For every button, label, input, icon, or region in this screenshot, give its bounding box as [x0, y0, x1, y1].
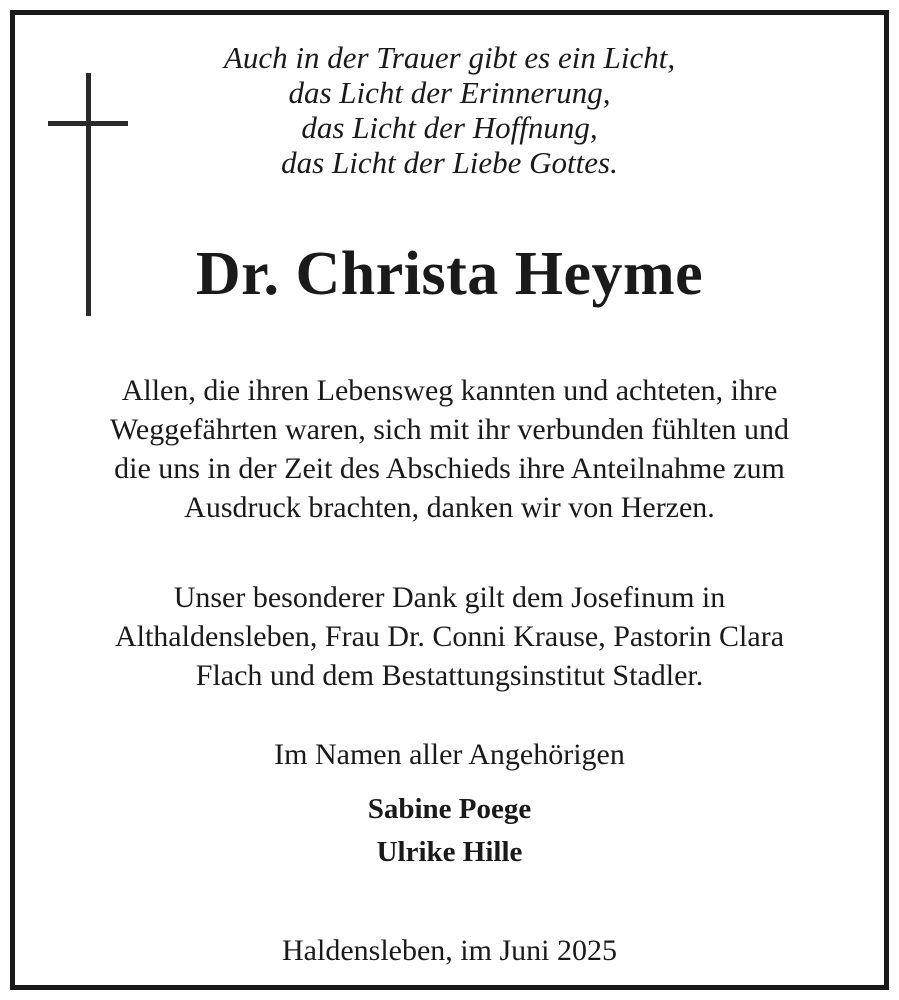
thanks-line: die uns in der Zeit des Abschieds ihre Anteilnahme zum: [114, 452, 785, 485]
thanks-paragraph: [15, 371, 884, 531]
quote-line: das Licht der Liebe Gottes.: [281, 145, 618, 180]
special-thanks-line: Flach und dem Bestattungsinstitut Stadler.: [195, 659, 704, 692]
thanks-line: Allen, die ihren Lebensweg kannten und achteten, ihre: [121, 374, 778, 407]
deceased-name: Dr. Christa Heyme: [195, 240, 704, 308]
thanks-line: Weggefährten waren, sich mit ihr verbunden fühlten und: [109, 413, 790, 446]
quote-line: das Licht der Hoffnung,: [301, 110, 598, 145]
special-thanks-paragraph: [15, 578, 884, 698]
thanks-line: Ausdruck brachten, danken wir von Herzen.: [184, 491, 715, 524]
obituary-card: [10, 10, 889, 990]
quote-line: Auch in der Trauer gibt es ein Licht,: [223, 40, 676, 75]
quote-line: das Licht der Erinnerung,: [288, 75, 611, 110]
place-date: [15, 931, 884, 971]
special-thanks-line: Althaldensleben, Frau Dr. Conni Krause, Pastorin Clara: [114, 620, 785, 653]
quote-block: [15, 40, 884, 180]
signatories: [15, 790, 884, 870]
signature-intro: [15, 735, 884, 775]
special-thanks-line: Unser besonderer Dank gilt dem Josefinum in: [173, 581, 726, 614]
signatory-name: Sabine Poege: [367, 793, 532, 825]
place-date-text: Haldensleben, im Juni 2025: [282, 934, 617, 967]
signature-intro-text: Im Namen aller Angehörigen: [274, 738, 625, 771]
signatory-name: Ulrike Hille: [376, 836, 523, 868]
